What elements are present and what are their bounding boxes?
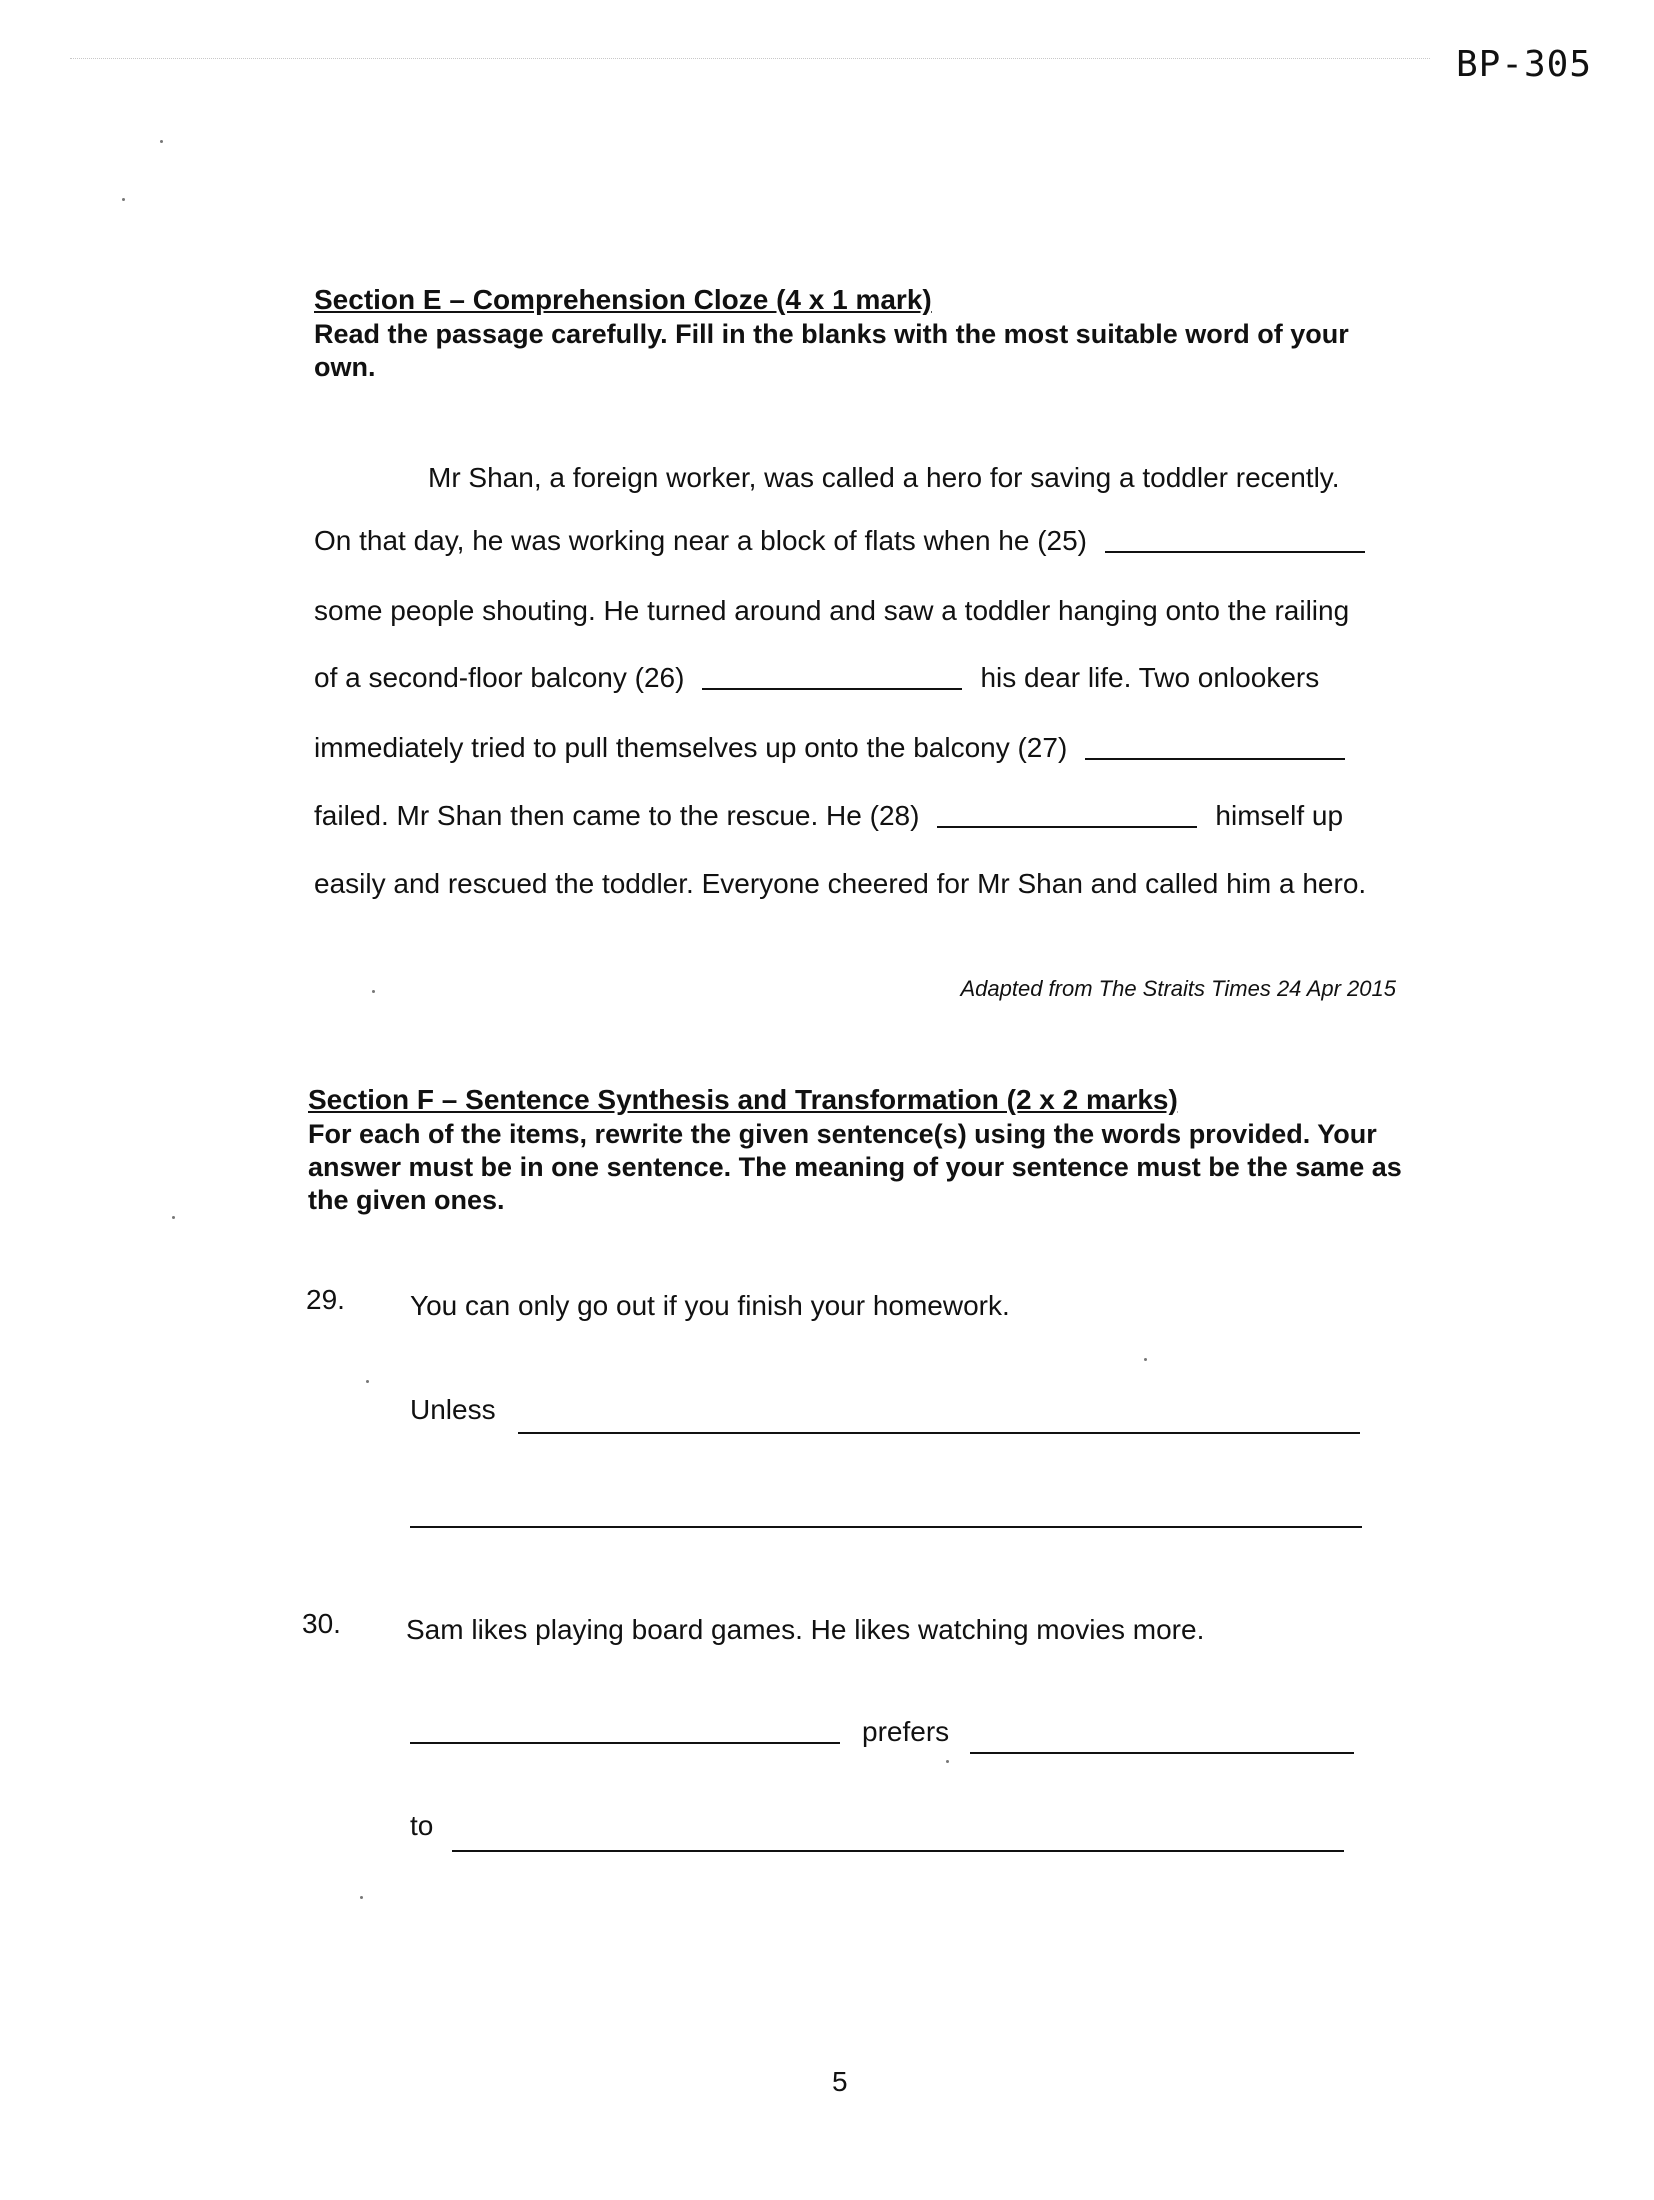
scan-speck — [172, 1216, 175, 1219]
passage-text: of a second-floor balcony (26) — [314, 662, 685, 693]
passage-line-1 — [428, 462, 1414, 494]
scan-speck — [1144, 1358, 1147, 1361]
answer-line-30b[interactable] — [970, 1752, 1354, 1754]
scan-speck — [122, 198, 125, 201]
passage-text: Mr Shan, a foreign worker, was called a hero for saving a toddler recently. — [428, 462, 1340, 493]
page-number: 5 — [832, 2066, 848, 2097]
passage-text: himself up — [1215, 800, 1344, 831]
question-30-middle-word: prefers — [862, 1716, 950, 1747]
question-30-text: Sam likes playing board games. He likes watching movies more. — [406, 1614, 1205, 1645]
answer-line-30c[interactable] — [452, 1850, 1344, 1852]
passage-text: some people shouting. He turned around and saw a toddler hanging onto the railing — [314, 595, 1350, 626]
question-29-text: You can only go out if you finish your homework. — [410, 1290, 1010, 1321]
section-e-instructions: Read the passage carefully. Fill in the blanks with the most suitable word of your own. — [314, 319, 1349, 382]
blank-28[interactable] — [937, 825, 1197, 828]
answer-line-30a[interactable] — [410, 1742, 840, 1744]
passage-text: failed. Mr Shan then came to the rescue. He (28) — [314, 800, 920, 831]
question-29-starter: Unless — [410, 1394, 496, 1425]
section-f-title: Section F – Sentence Synthesis and Transformation (2 x 2 marks) — [308, 1084, 1178, 1115]
scan-artifact-line — [70, 58, 1430, 59]
passage-line-6 — [314, 800, 1414, 832]
passage-line-7 — [314, 868, 1414, 900]
blank-26[interactable] — [702, 687, 962, 690]
answer-line-29a[interactable] — [518, 1432, 1360, 1434]
question-30-number: 30. — [302, 1608, 341, 1639]
paper-code: BP-305 — [1455, 44, 1592, 85]
scan-speck — [946, 1760, 949, 1763]
scan-speck — [360, 1896, 363, 1899]
question-30-end-word: to — [410, 1810, 434, 1841]
passage-text: easily and rescued the toddler. Everyone cheered for Mr Shan and called him a hero. — [314, 868, 1367, 899]
scan-speck — [160, 140, 163, 143]
blank-27[interactable] — [1085, 757, 1345, 760]
passage-line-3 — [314, 595, 1414, 627]
section-f-header — [308, 1084, 1408, 1217]
scan-speck — [372, 990, 375, 993]
passage-source: Adapted from The Straits Times 24 Apr 2015 — [960, 976, 1396, 1001]
section-e-title: Section E – Comprehension Cloze (4 x 1 mark) — [314, 284, 932, 315]
passage-text: On that day, he was working near a block of flats when he (25) — [314, 525, 1088, 556]
question-29-number: 29. — [306, 1284, 345, 1315]
passage-line-5 — [314, 732, 1414, 764]
passage-text: his dear life. Two onlookers — [980, 662, 1320, 693]
passage-text: immediately tried to pull themselves up onto the balcony (27) — [314, 732, 1068, 763]
section-e-header — [314, 284, 1414, 384]
section-f-instructions: For each of the items, rewrite the given sentence(s) using the words provided. Your answer must be in one sentence. The meaning of your sentence must be the same as the given ones. — [308, 1119, 1402, 1215]
scan-speck — [366, 1380, 369, 1383]
answer-line-29b[interactable] — [410, 1526, 1362, 1528]
passage-line-4 — [314, 662, 1414, 694]
passage-line-2 — [314, 525, 1414, 557]
blank-25[interactable] — [1105, 550, 1365, 553]
